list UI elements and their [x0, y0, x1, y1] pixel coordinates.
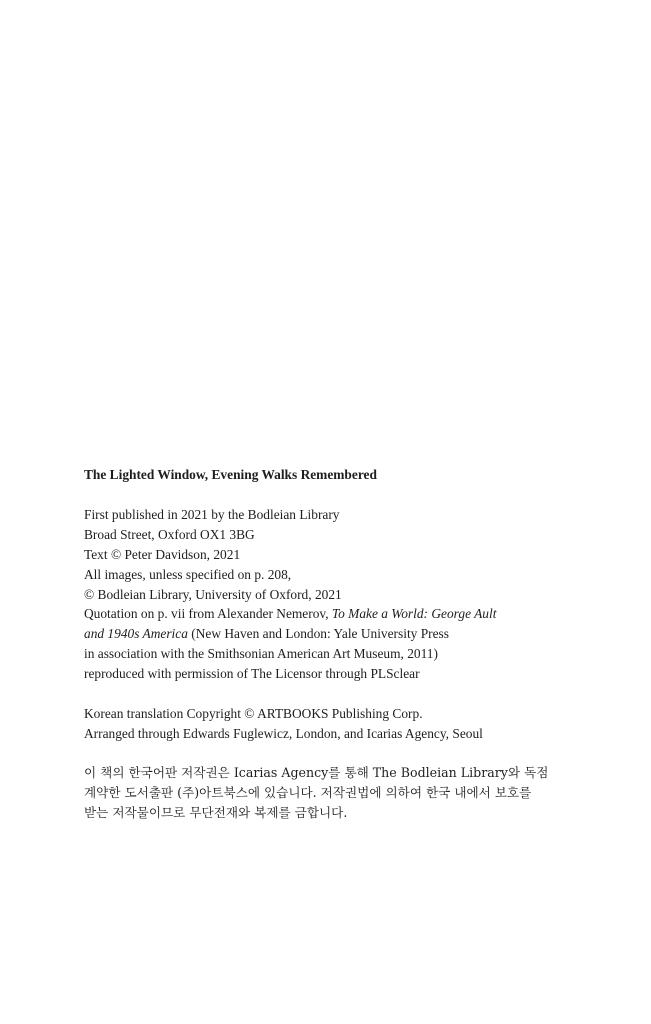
korean-copyright-notice [84, 763, 548, 823]
quotation-line [84, 604, 496, 624]
quoted-work-title-cont: and 1940s America [84, 626, 188, 642]
korean-line: 이 책의 한국어판 저작권은 Icarias Agency를 통해 The Bodleian Library와 독점 [84, 765, 549, 780]
publication-line: First published in 2021 by the Bodleian Library [84, 507, 340, 522]
translation-rights [84, 704, 483, 744]
publication-line: © Bodleian Library, University of Oxford, 2021 [84, 586, 342, 602]
publication-line: Text © Peter Davidson, 2021 [84, 546, 241, 562]
quotation-line [84, 624, 496, 644]
publication-line: Broad Street, Oxford OX1 3BG [84, 526, 255, 542]
quotation-prefix: Quotation on p. vii from Alexander Nemerov, [84, 606, 332, 622]
publication-info [84, 505, 496, 684]
translation-line: Korean translation Copyright © ARTBOOKS Publishing Corp. [84, 706, 423, 721]
quotation-line: in association with the Smithsonian American Art Museum, 2011) [84, 646, 438, 662]
translation-line: Arranged through Edwards Fuglewicz, London, and Icarias Agency, Seoul [84, 725, 483, 741]
quoted-work-title: To Make a World: George Ault [331, 606, 497, 622]
korean-line: 계약한 도서출판 (주)아트북스에 있습니다. 저작권법에 의하여 한국 내에서 보호를 [84, 785, 532, 800]
korean-line: 받는 저작물이므로 무단전재와 복제를 금합니다. [84, 805, 348, 820]
publication-line: All images, unless specified on p. 208, [84, 566, 292, 582]
quotation-line: reproduced with permission of The Licensor through PLSclear [84, 666, 420, 682]
quotation-publisher: (New Haven and London: Yale University Press [187, 626, 449, 642]
book-title: The Lighted Window, Evening Walks Remembered [84, 467, 377, 482]
